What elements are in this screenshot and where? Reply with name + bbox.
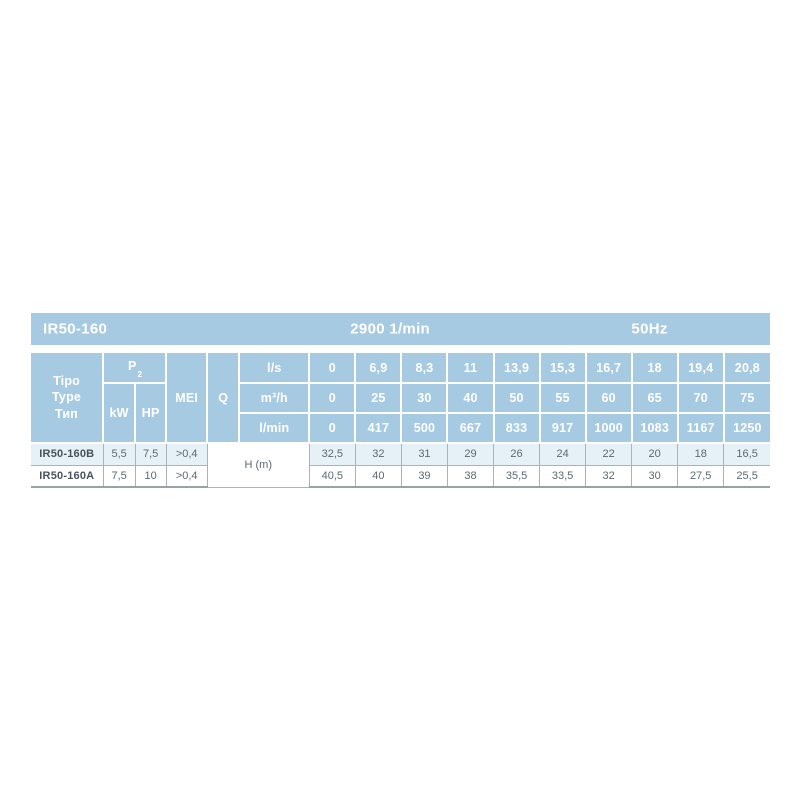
flow-unit-lmin: l/min [239,413,309,443]
flow-value: 1250 [724,413,770,443]
flow-value: 65 [632,383,678,413]
flow-unit-ls: l/s [239,353,309,383]
flow-value: 40 [447,383,493,413]
pump-model-title: IR50-160 [43,320,108,338]
table-row-ir50-160b [31,443,770,465]
flow-value: 500 [401,413,447,443]
head-value: 39 [401,465,447,487]
head-value: 38 [447,465,493,487]
head-value: 32,5 [309,443,355,465]
flow-value: 60 [586,383,632,413]
flow-value: 917 [540,413,586,443]
head-value: 22 [586,443,632,465]
mei-header: MEI [166,353,207,443]
flow-value: 15,3 [540,353,586,383]
mei-value: >0,4 [166,465,207,487]
hp-header: HP [135,383,166,443]
pump-model-cell: IR50-160B [31,443,103,465]
head-value: 27,5 [678,465,724,487]
flow-value: 1083 [632,413,678,443]
head-value: 33,5 [540,465,586,487]
head-value: 18 [678,443,724,465]
type-label-ru: Тип [55,406,79,421]
frequency-label: 50Hz [631,320,668,338]
flow-value: 19,4 [678,353,724,383]
head-value: 40 [355,465,401,487]
flow-value: 13,9 [494,353,540,383]
flow-value: 0 [309,413,355,443]
flow-value: 11 [447,353,493,383]
flow-value: 18 [632,353,678,383]
flow-value: 417 [355,413,401,443]
type-label-it: Tipo [53,373,81,388]
flow-value: 25 [355,383,401,413]
head-value: 30 [632,465,678,487]
p2-header: $P_2$ [103,353,166,383]
q-header: Q [207,353,239,443]
type-column-header [31,353,103,443]
head-value: 24 [540,443,586,465]
kw-header: kW [103,383,135,443]
table-row-ir50-160a [31,465,770,487]
flow-value: 75 [724,383,770,413]
flow-value: 0 [309,353,355,383]
hp-value: 7,5 [135,443,166,465]
pump-model-cell: IR50-160A [31,465,103,487]
flow-value: 0 [309,383,355,413]
flow-value: 20,8 [724,353,770,383]
flow-value: 70 [678,383,724,413]
table-title-band [31,313,770,345]
head-unit-label: H (m) [207,443,309,487]
flow-value: 1000 [586,413,632,443]
flow-unit-m3h: m³/h [239,383,309,413]
flow-value: 8,3 [401,353,447,383]
flow-value: 833 [494,413,540,443]
head-value: 40,5 [309,465,355,487]
kw-value: 7,5 [103,465,135,487]
head-value: 25,5 [724,465,770,487]
pump-data-table [31,353,770,488]
head-value: 26 [494,443,540,465]
hp-value: 10 [135,465,166,487]
flow-value: 55 [540,383,586,413]
speed-label: 2900 1/min [350,320,430,338]
flow-value: 30 [401,383,447,413]
head-value: 32 [586,465,632,487]
flow-value: 6,9 [355,353,401,383]
datasheet-table-block [31,313,770,488]
flow-value: 16,7 [586,353,632,383]
head-value: 31 [401,443,447,465]
head-value: 32 [355,443,401,465]
head-value: 16,5 [724,443,770,465]
flow-value: 50 [494,383,540,413]
head-value: 35,5 [494,465,540,487]
type-label-en: Type [52,390,82,405]
flow-value: 667 [447,413,493,443]
flow-value: 1167 [678,413,724,443]
head-value: 20 [632,443,678,465]
head-value: 29 [447,443,493,465]
mei-value: >0,4 [166,443,207,465]
kw-value: 5,5 [103,443,135,465]
